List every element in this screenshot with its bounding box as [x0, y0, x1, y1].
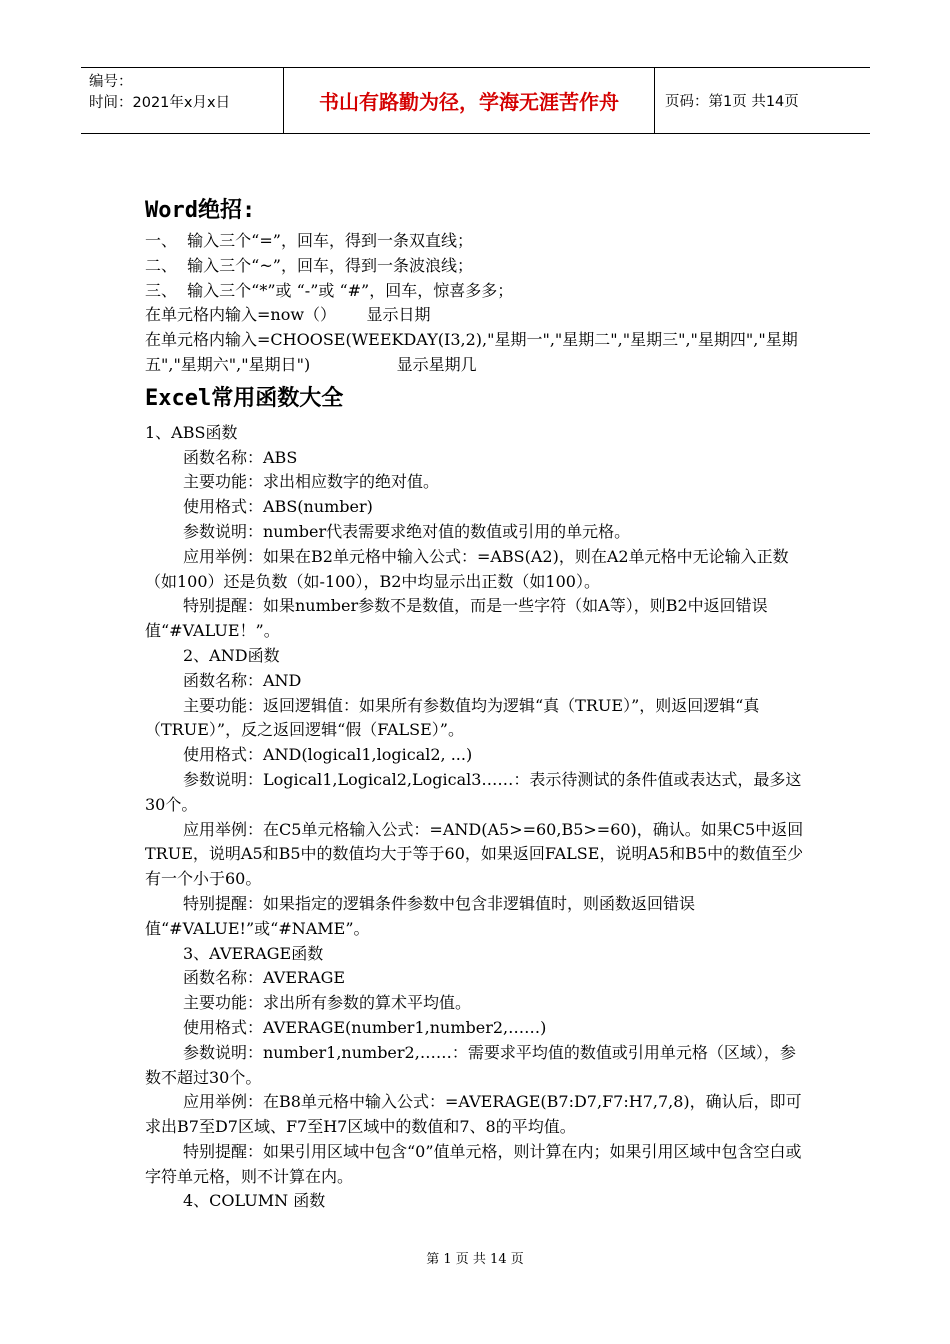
excel-paragraph: 应用举例：如果在B2单元格中输入公式：=ABS(A2)，则在A2单元格中无论输入正数（如100）还是负数（如-100），B2中均显示出正数（如100）。 — [145, 546, 789, 591]
excel-paragraph: 主要功能：求出所有参数的算术平均值。 — [183, 993, 472, 1013]
excel-paragraph: 特别提醒：如果引用区域中包含“0”值单元格，则计算在内；如果引用区域中包含空白或字符单元格，则不计算在内。 — [145, 1141, 802, 1186]
excel-paragraph: 主要功能：求出相应数字的绝对值。 — [183, 472, 440, 492]
word-tip-line: 一、 输入三个“=”，回车，得到一条双直线； — [145, 231, 473, 250]
excel-paragraph: 参数说明：Logical1,Logical2,Logical3……：表示待测试的条件值或表达式，最多这30个。 — [145, 769, 802, 814]
word-tip-line: 三、 输入三个“*”或 “-”或 “#”，回车，惊喜多多； — [145, 280, 514, 300]
word-tip-line: 在单元格内输入=CHOOSE(WEEKDAY(I3,2),"星期一","星期二","星期三","星期四","星期五","星期六","星期日") 显示星期几 — [145, 330, 798, 374]
word-tip-line: 在单元格内输入=now（） 显示日期 — [145, 305, 431, 325]
excel-section-title: Excel常用函数大全 — [145, 385, 344, 411]
document-number-label: 编号： — [89, 74, 133, 90]
excel-paragraph: 主要功能：返回逻辑值：如果所有参数值均为逻辑“真（TRUE）”，则返回逻辑“真（TRUE）”，反之返回逻辑“假（FALSE）”。 — [145, 695, 760, 740]
excel-paragraph: 特别提醒：如果指定的逻辑条件参数中包含非逻辑值时，则函数返回错误值“#VALUE!”或“#NAME”。 — [145, 893, 696, 938]
excel-paragraph: 应用举例：在B8单元格中输入公式：=AVERAGE(B7:D7,F7:H7,7,8)，确认后，即可求出B7至D7区域、F7至H7区域中的数值和7、8的平均值。 — [145, 1092, 802, 1137]
word-tip-line: 二、 输入三个“~”，回车，得到一条波浪线； — [145, 255, 473, 275]
excel-paragraph: 2、AND函数 — [183, 645, 280, 665]
excel-paragraph: 3、AVERAGE函数 — [183, 943, 324, 963]
word-tips-list — [145, 229, 807, 378]
excel-paragraph: 使用格式：AVERAGE(number1,number2,……) — [183, 1017, 547, 1037]
excel-paragraph: 参数说明：number代表需要求绝对值的数值或引用的单元格。 — [183, 521, 631, 541]
header-motto: 书山有路勤为径，学海无涯苦作舟 — [284, 68, 655, 133]
excel-paragraph: 函数名称：AVERAGE — [183, 968, 346, 988]
excel-paragraph: 特别提醒：如果number参数不是数值，而是一些字符（如A等），则B2中返回错误值“#VALUE！”。 — [145, 596, 768, 641]
excel-paragraph: 参数说明：number1,number2,……：需要求平均值的数值或引用单元格（区域），参数不超过30个。 — [145, 1042, 796, 1087]
header-meta — [81, 68, 284, 133]
excel-function-list — [145, 421, 807, 1215]
excel-paragraph: 应用举例：在C5单元格输入公式：=AND(A5>=60,B5>=60)，确认。如果C5中返回TRUE，说明A5和B5中的数值均大于等于60，如果返回FALSE，说明A5和B5中的数值至少有一个小于60。 — [145, 819, 804, 889]
word-section-title: Word绝招: — [145, 198, 256, 223]
document-date: 时间：2021年x月x日 — [89, 95, 231, 111]
header-page-info: 页码：第1页 共14页 — [665, 94, 799, 110]
excel-paragraph: 使用格式：ABS(number) — [183, 497, 373, 517]
excel-paragraph: 函数名称：AND — [183, 670, 302, 690]
excel-paragraph: 1、ABS函数 — [145, 422, 238, 442]
excel-paragraph: 4、COLUMN 函数 — [183, 1191, 326, 1211]
excel-paragraph: 函数名称：ABS — [183, 447, 298, 467]
document-body — [145, 195, 807, 1214]
page-header — [81, 67, 870, 134]
page-footer: 第 1 页 共 14 页 — [426, 1252, 524, 1267]
excel-paragraph: 使用格式：AND(logical1,logical2, ...) — [183, 745, 473, 765]
